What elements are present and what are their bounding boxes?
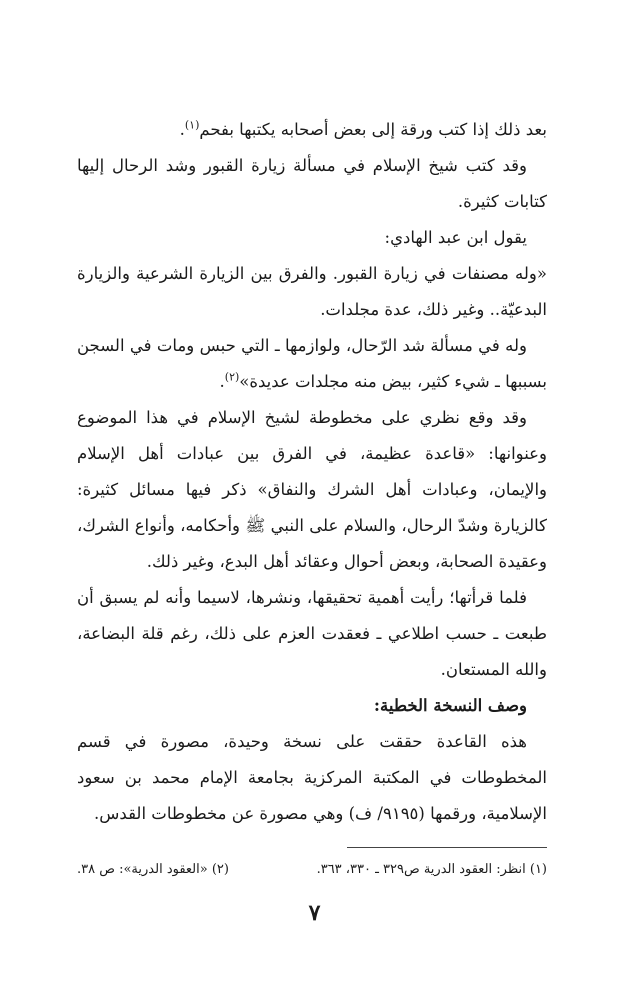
body-text: [77, 112, 547, 832]
paragraph-5: [77, 328, 547, 400]
paragraph-1: [77, 112, 547, 148]
section-heading: وصف النسخة الخطية:: [373, 696, 527, 715]
paragraph-6: وقد وقع نظري على مخطوطة لشيخ الإسلام في هذا الموضوع وعنوانها: «قاعدة عظيمة، في الفرق بين عبادات أهل الإسلام والإيمان، وعبادات أهل الشرك والنفاق» ذكر فيها مسائل كثيرة: كالزيارة وشدّ الرحال، والسلام على النبي ﷺ وأحكامه، وأنواع الشرك، وعقيدة الصحابة، وبعض أحوال وعقائد أهل البدع، وغير ذلك.: [77, 408, 547, 571]
paragraph-5-text: وله في مسألة شد الرّحال، ولوازمها ـ التي حبس ومات في السجن بسببها ـ شيء كثير، بيض منه مجلدات عديدة»: [77, 336, 547, 391]
paragraph-4: «وله مصنفات في زيارة القبور. والفرق بين الزيارة الشرعية والزيارة البدعيّة.. وغير ذلك، عدة مجلدات.: [77, 264, 547, 319]
paragraph-1-text: بعد ذلك إذا كتب ورقة إلى بعض أصحابه يكتبها بفحم: [199, 120, 547, 139]
paragraph-2: وقد كتب شيخ الإسلام في مسألة زيارة القبور وشد الرحال إليها كتابات كثيرة.: [77, 156, 547, 211]
page-number: ٧: [308, 900, 321, 926]
footnote-ref-1: (١): [184, 118, 200, 132]
paragraph-5-end: .: [219, 372, 225, 391]
footnote-ref-2: (٢): [224, 370, 240, 384]
paragraph-1-end: .: [179, 120, 185, 139]
paragraph-8: هذه القاعدة حققت على نسخة وحيدة، مصورة في قسم المخطوطات في المكتبة المركزية بجامعة الإمام محمد بن سعود الإسلامية، ورقمها (٩١٩٥/ ف) وهي مصورة عن مخطوطات القدس.: [77, 732, 547, 823]
paragraph-3: يقول ابن عبد الهادي:: [384, 228, 527, 247]
footnote-2: (٢) «العقود الدرية»: ص ٣٨.: [77, 862, 229, 877]
footnote-1: (١) انظر: العقود الدرية ص٣٢٩ ـ ٣٣٠، ٣٦٣.: [316, 862, 547, 877]
footnotes: [77, 860, 547, 880]
paragraph-7: فلما قرأتها؛ رأيت أهمية تحقيقها، ونشرها، لاسيما وأنه لم يسبق أن طبعت ـ حسب اطلاعي ـ فعقدت العزم على ذلك، رغم قلة البضاعة، والله المستعان.: [77, 588, 547, 679]
footnote-divider: [347, 847, 547, 848]
